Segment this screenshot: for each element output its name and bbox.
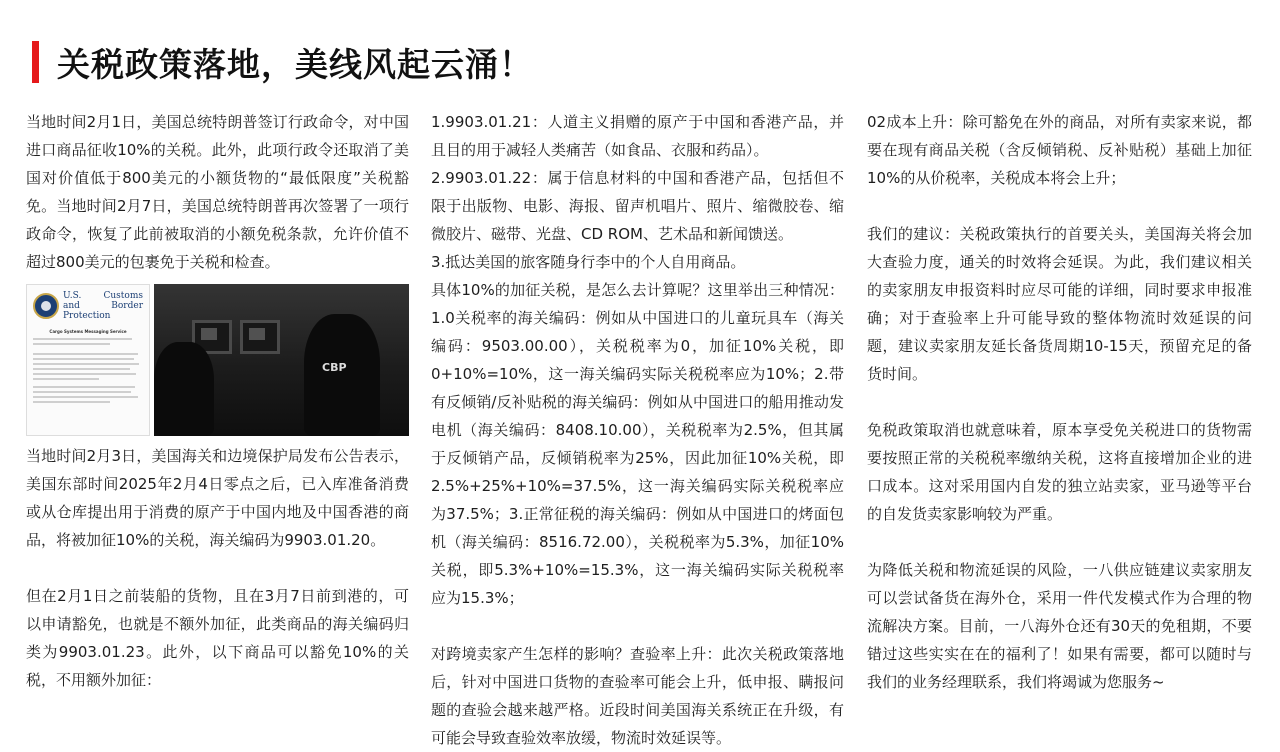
- paragraph: 当地时间2月1日，美国总统特朗普签订行政命令，对中国进口商品征收10%的关税。此外，此项行政令还取消了美国对价值低于800美元的小额货物的“最低限度”关税豁免。当地时间2月7日，美国总统特朗普再次签署了一项行政命令，恢复了此前被取消的小额免税条款，允许价值不超过800美元的包裹免于关税和检查。: [26, 113, 409, 271]
- paragraph: 对跨境卖家产生怎样的影响？查验率上升：此次关税政策落地后，针对中国进口货物的查验率可能会上升，低申报、瞒报问题的查验会越来越严格。近段时间美国海关系统正在升级，有可能会导致查验效率放缓，物流时效延误等。: [431, 645, 844, 747]
- column-2: [431, 108, 844, 752]
- cbp-seal-icon: [33, 293, 59, 319]
- article-figure: [26, 284, 409, 436]
- list-item: 2.9903.01.22：属于信息材料的中国和香港产品，包括但不限于出版物、电影、海报、留声机唱片、照片、缩微胶卷、缩微胶片、磁带、光盘、CD ROM、艺术品和新闻馈送。: [431, 169, 844, 243]
- paragraph: 为降低关税和物流延误的风险，一八供应链建议卖家朋友可以尝试备货在海外仓，采用一件代发模式作为合理的物流解决方案。目前，一八海外仓还有30天的免租期，不要错过这些实实在在的福利了！如果有需要，都可以随时与我们的业务经理联系，我们将竭诚为您服务~: [867, 561, 1252, 691]
- doc-heading: Cargo Systems Messaging Service: [49, 329, 127, 334]
- column-3: [867, 108, 1252, 696]
- title-block: [32, 40, 533, 84]
- officer-figure: [154, 342, 214, 436]
- paragraph: 免税政策取消也就意味着，原本享受免关税进口的货物需要按照正常的关税税率缴纳关税，这将直接增加企业的进口成本。这对采用国内自发的独立站卖家，亚马逊等平台的自发货卖家影响较为严重。: [867, 421, 1252, 523]
- monitor-icon: [240, 320, 280, 354]
- paragraph: 我们的建议：关税政策执行的首要关头，美国海关将会加大查验力度，通关的时效将会延误。为此，我们建议相关的卖家朋友申报资料时应尽可能的详细，同时要求申报准确；对于查验率上升可能导致的整体物流时效延误的问题，建议卖家朋友延长备货周期10-15天，预留充足的备货时间。: [867, 225, 1252, 383]
- list-item: 3.抵达美国的旅客随身行李中的个人自用商品。: [431, 253, 746, 271]
- title-accent-bar: [32, 41, 39, 83]
- paragraph: 具体10%的加征关税，是怎么去计算呢？这里举出三种情况：1.0关税率的海关编码：例如从中国进口的儿童玩具车（海关编码：9503.00.00），关税税率为0，加征10%关税，即0+10%=10%，这一海关编码实际关税税率应为10%；2.带有反倾销/反补贴税的海关编码：例如从中国进口的船用推动发电机（海关编码：8408.10.00），关税税率为2.5%，但其属于反倾销产品，反倾销税率为25%，因此加征10%关税，即2.5%+25%+10%=37.5%，这一海关编码实际关税税率应为37.5%；3.正常征税的海关编码：例如从中国进口的烤面包机（海关编码：8516.72.00），关税税率为5.3%，加征10%关税，即5.3%+10%=15.3%，这一海关编码实际关税税率应为15.3%；: [431, 281, 844, 607]
- paragraph: 当地时间2月3日，美国海关和边境保护局发布公告表示，美国东部时间2025年2月4日零点之后，已入库准备消费或从仓库提出用于消费的原产于中国内地及中国香港的商品，将被加征10%的关税，海关编码为9903.01.20。: [26, 447, 409, 549]
- cbp-notice-image: [26, 284, 150, 436]
- column-1: [26, 108, 409, 694]
- page-title: 关税政策落地，美线风起云涌！: [57, 44, 533, 84]
- list-item: 1.9903.01.21：人道主义捐赠的原产于中国和香港产品，并且目的用于减轻人类痛苦（如食品、衣服和药品）。: [431, 113, 844, 159]
- customs-officers-photo: [154, 284, 409, 436]
- paragraph: 但在2月1日之前装船的货物，且在3月7日前到港的，可以申请豁免，也就是不额外加征，此类商品的海关编码归类为9903.01.23。此外，以下商品可以豁免10%的关税，不用额外加征：: [26, 587, 409, 689]
- cbp-badge: CBP: [322, 361, 347, 374]
- paragraph: 02成本上升：除可豁免在外的商品，对所有卖家来说，都要在现有商品关税（含反倾销税、反补贴税）基础上加征10%的从价税率，关税成本将会上升；: [867, 113, 1252, 187]
- cbp-org-name: U.S. Customs and Border Protection: [63, 291, 143, 321]
